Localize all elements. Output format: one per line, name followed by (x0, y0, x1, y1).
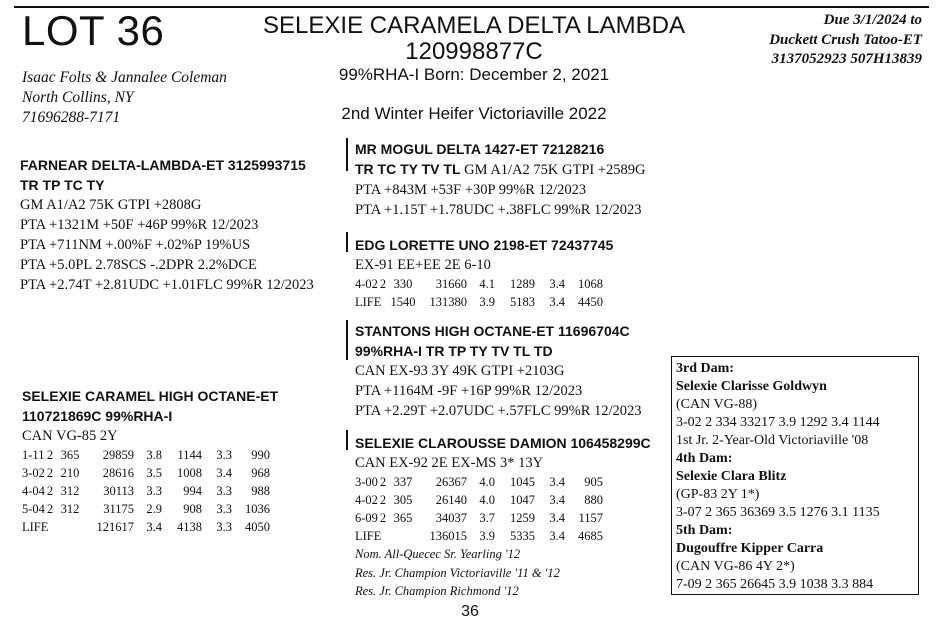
sire-sire-genomic: GM A1/A2 75K GTPI +2589G (460, 162, 646, 178)
due-info (700, 11, 922, 70)
registration-number: 120998877C (405, 38, 543, 65)
sire-sire-name: MR MOGUL DELTA 1427-ET 72128216 (355, 141, 605, 157)
pedigree-bracket (346, 232, 348, 252)
dam-dam-class: CAN EX-92 2E EX-MS 3* 13Y (355, 455, 544, 471)
third-dam-line: 1st Jr. 2-Year-Old Victoriaville '08 (676, 433, 869, 448)
dam-dam-block (355, 433, 651, 601)
fifth-dam-heading: 5th Dam: (676, 523, 733, 538)
third-dam-line: 3-02 2 334 33217 3.9 1292 3.4 1144 (676, 415, 880, 430)
record-row: 4-02 2 305 26140 4.0 1047 3.4 880 (355, 493, 603, 507)
record-row: 3-02 2 210 28616 3.5 1008 3.4 968 (22, 466, 270, 480)
birth-info: 99%RHA-I Born: December 2, 2021 (338, 65, 610, 84)
breeder-info (22, 68, 227, 128)
sire-dam-block (355, 235, 613, 311)
record-row: LIFE 1540 131380 3.9 5183 3.4 4450 (355, 295, 603, 309)
dam-sire-name: STANTONS HIGH OCTANE-ET 11696704C (355, 323, 630, 339)
fourth-dam-heading: 4th Dam: (676, 451, 733, 466)
sire-block (20, 155, 314, 295)
record-row: LIFE 136015 3.9 5335 3.4 4685 (355, 529, 603, 543)
show-award: 2nd Winter Heifer Victoriaville 2022 (341, 104, 607, 123)
fifth-dam-name: Dugouffre Kipper Carra (676, 541, 824, 556)
sire-name: FARNEAR DELTA-LAMBDA-ET 3125993715 (20, 157, 306, 173)
dam-sire-tags: 99%RHA-I TR TP TY TV TL TD (355, 343, 553, 359)
award-line: Nom. All-Quecec Sr. Yearling '12 (355, 547, 521, 561)
dam-name: SELEXIE CARAMEL HIGH OCTANE-ET (22, 388, 279, 404)
dam-sire-block (355, 321, 642, 421)
fourth-dam-line: (GP-83 2Y 1*) (676, 487, 760, 502)
fourth-dam-line: 3-07 2 365 36369 3.5 1276 3.1 1135 (676, 505, 880, 520)
sire-sire-block (355, 139, 646, 220)
breeder-id: 71696288-7171 (22, 109, 121, 126)
sire-line: PTA +711NM +.00%F +.02%P 19%US (20, 237, 251, 253)
breeder-names: Isaac Folts & Jannalee Coleman (22, 69, 227, 86)
lot-number: LOT 36 (22, 7, 165, 54)
dam-dam-name: SELEXIE CLAROUSSE DAMION 106458299C (355, 435, 651, 451)
record-row: 3-00 2 337 26367 4.0 1045 3.4 905 (355, 475, 603, 489)
sire-line: PTA +2.74T +2.81UDC +1.01FLC 99%R 12/2023 (20, 277, 314, 293)
ancestor-dams-list (676, 360, 880, 594)
fourth-dam-name: Selexie Clara Blitz (676, 469, 787, 484)
sire-tags: TR TP TC TY (20, 177, 105, 193)
pedigree-bracket (346, 320, 348, 360)
record-row: 4-02 2 330 31660 4.1 1289 3.4 1068 (355, 277, 603, 291)
third-dam-name: Selexie Clarisse Goldwyn (676, 379, 827, 394)
dam-block (22, 386, 278, 536)
sire-sire-line: PTA +843M +53F +30P 99%R 12/2023 (355, 182, 587, 198)
animal-name: SELEXIE CARAMELA DELTA LAMBDA (263, 12, 685, 39)
due-date: Due 3/1/2024 to (823, 12, 922, 28)
fifth-dam-line: (CAN VG-86 4Y 2*) (676, 559, 795, 574)
fifth-dam-line: 7-09 2 365 26645 3.9 1038 3.3 884 (676, 577, 874, 592)
service-sire: Duckett Crush Tatoo-ET (769, 31, 922, 48)
record-row: 5-04 2 312 31175 2.9 908 3.3 1036 (22, 502, 270, 516)
sire-line: PTA +1321M +50F +46P 99%R 12/2023 (20, 217, 259, 233)
award-line: Res. Jr. Champion Richmond '12 (355, 584, 519, 598)
sire-dam-name: EDG LORETTE UNO 2198-ET 72437745 (355, 237, 614, 253)
record-row: 4-04 2 312 30113 3.3 994 3.3 988 (22, 484, 270, 498)
sire-sire-line: PTA +1.15T +1.78UDC +.38FLC 99%R 12/2023 (355, 202, 642, 218)
pedigree-bracket (346, 430, 348, 450)
record-row: LIFE 121617 3.4 4138 3.3 4050 (22, 520, 270, 534)
dam-class: CAN VG-85 2Y (22, 428, 118, 444)
sire-line: GM A1/A2 75K GTPI +2808G (20, 197, 202, 213)
sire-sire-tags: TR TC TY TV TL (355, 161, 461, 177)
dam-sire-line: PTA +2.29T +2.07UDC +.57FLC 99%R 12/2023 (355, 403, 642, 419)
dam-reg: 110721869C 99%RHA-I (22, 408, 173, 424)
breeder-location: North Collins, NY (22, 89, 134, 106)
dam-sire-line: PTA +1164M -9F +16P 99%R 12/2023 (355, 383, 583, 399)
third-dam-heading: 3rd Dam: (676, 361, 734, 376)
third-dam-line: (CAN VG-88) (676, 397, 758, 412)
page-number: 36 (461, 603, 479, 620)
record-row: 1-11 2 365 29859 3.8 1144 3.3 990 (22, 448, 270, 462)
dam-sire-line: CAN EX-93 3Y 49K GTPI +2103G (355, 363, 565, 379)
sire-dam-class: EX-91 EE+EE 2E 6-10 (355, 257, 491, 273)
pedigree-bracket (346, 138, 348, 171)
sire-line: PTA +5.0PL 2.78SCS -.2DPR 2.2%DCE (20, 257, 257, 273)
record-row: 6-09 2 365 34037 3.7 1259 3.4 1157 (355, 511, 603, 525)
service-ids: 3137052923 507H13839 (771, 51, 922, 67)
award-line: Res. Jr. Champion Victoriaville '11 & '12 (355, 565, 560, 580)
